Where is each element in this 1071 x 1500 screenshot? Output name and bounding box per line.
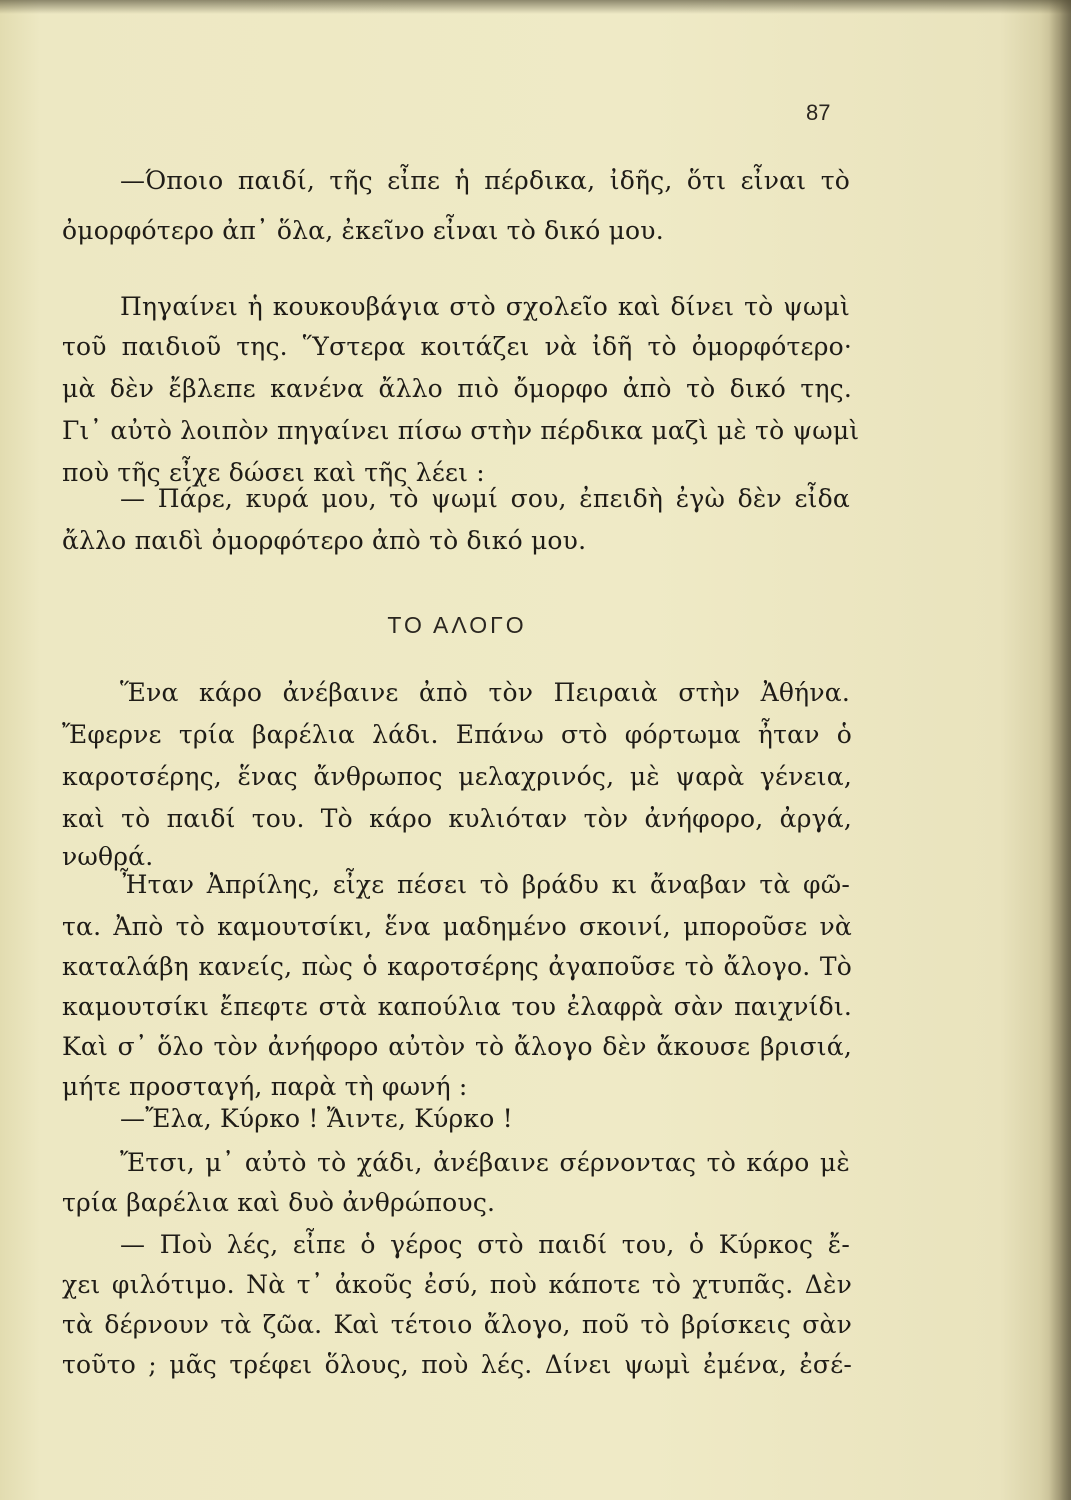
text-line: ποὺ τῆς εἶχε δώσει καὶ τῆς λέει : bbox=[62, 458, 485, 487]
text-line: ἄλλο παιδὶ ὀμορφότερο ἀπὸ τὸ δικό μου. bbox=[62, 526, 587, 555]
text-line: τὰ δέρνουν τὰ ζῶα. Καὶ τέτοιο ἄλογο, ποῦ τὸ βρίσκεις σὰν bbox=[62, 1310, 852, 1339]
page-number: 87 bbox=[806, 100, 831, 125]
text-line: — Πάρε, κυρά μου, τὸ ψωμί σου, ἐπειδὴ ἐγὼ δὲν εἶδα bbox=[120, 484, 850, 513]
text-line: Ἕνα κάρο ἀνέβαινε ἀπὸ τὸν Πειραιὰ στὴν Ἀθήνα. bbox=[120, 678, 850, 707]
text-line: Πηγαίνει ἡ κουκουβάγια στὸ σχολεῖο καὶ δίνει τὸ ψωμὶ bbox=[120, 292, 850, 321]
text-line: τοῦτο ; μᾶς τρέφει ὅλους, ποὺ λές. Δίνει ψωμὶ ἐμένα, ἐσέ- bbox=[62, 1350, 852, 1379]
text-line: Γι᾿ αὐτὸ λοιπὸν πηγαίνει πίσω στὴν πέρδικα μαζὶ μὲ τὸ ψωμὶ bbox=[62, 416, 860, 445]
text-line: Ἔτσι, μ᾿ αὐτὸ τὸ χάδι, ἀνέβαινε σέρνοντας τὸ κάρο μὲ bbox=[120, 1148, 850, 1177]
text-line: καταλάβη κανείς, πὼς ὁ καροτσέρης ἀγαποῦσε τὸ ἄλογο. Τὸ bbox=[62, 952, 852, 981]
section-heading: ΤΟ ΑΛΟΓΟ bbox=[387, 612, 527, 638]
text-line: καμουτσίκι ἔπεφτε στὰ καπούλια του ἐλαφρὰ σὰν παιχνίδι. bbox=[62, 992, 852, 1021]
text-line: μήτε προσταγή, παρὰ τὴ φωνή : bbox=[62, 1072, 468, 1101]
text-line: — Ποὺ λές, εἶπε ὁ γέρος στὸ παιδί του, ὁ Κύρκος ἔ- bbox=[120, 1230, 850, 1259]
text-line: χει φιλότιμο. Νὰ τ᾿ ἀκοῦς ἐσύ, ποὺ κάποτε τὸ χτυπᾶς. Δὲν bbox=[62, 1270, 852, 1299]
page-top-shadow bbox=[0, 0, 1071, 14]
text-line: Καὶ σ᾿ ὅλο τὸν ἀνήφορο αὐτὸν τὸ ἄλογο δὲν ἄκουσε βρισιά, bbox=[62, 1032, 852, 1061]
page-binding-edge bbox=[1049, 0, 1071, 1500]
text-line: ὀμορφότερο ἀπ᾿ ὅλα, ἐκεῖνο εἶναι τὸ δικό μου. bbox=[62, 216, 664, 245]
text-line: καροτσέρης, ἕνας ἄνθρωπος μελαχρινός, μὲ ψαρὰ γένεια, bbox=[62, 762, 852, 791]
text-line: τα. Ἀπὸ τὸ καμουτσίκι, ἕνα μαδημένο σκοινί, μποροῦσε νὰ bbox=[62, 912, 852, 941]
text-line: τρία βαρέλια καὶ δυὸ ἀνθρώπους. bbox=[62, 1188, 496, 1217]
text-line: —Όποιο παιδί, τῆς εἶπε ἡ πέρδικα, ἰδῆς, ὅτι εἶναι τὸ bbox=[120, 166, 850, 195]
text-line: Ἔφερνε τρία βαρέλια λάδι. Επάνω στὸ φόρτωμα ἦταν ὁ bbox=[62, 720, 852, 749]
text-line: καὶ τὸ παιδί του. Τὸ κάρο κυλιόταν τὸν ἀνήφορο, ἀργά, bbox=[62, 804, 852, 833]
text-line: τοῦ παιδιοῦ της. Ὕστερα κοιτάζει νὰ ἰδῆ τὸ ὀμορφότερο· bbox=[62, 332, 852, 361]
text-line: μὰ δὲν ἔβλεπε κανένα ἄλλο πιὸ ὄμορφο ἀπὸ τὸ δικό της. bbox=[62, 374, 852, 403]
text-line: —Ἔλα, Κύρκο ! Ἄιντε, Κύρκο ! bbox=[120, 1104, 513, 1133]
text-line: νωθρά. bbox=[62, 842, 154, 871]
text-line: Ἦταν Ἀπρίλης, εἶχε πέσει τὸ βράδυ κι ἄναβαν τὰ φῶ- bbox=[120, 870, 850, 899]
